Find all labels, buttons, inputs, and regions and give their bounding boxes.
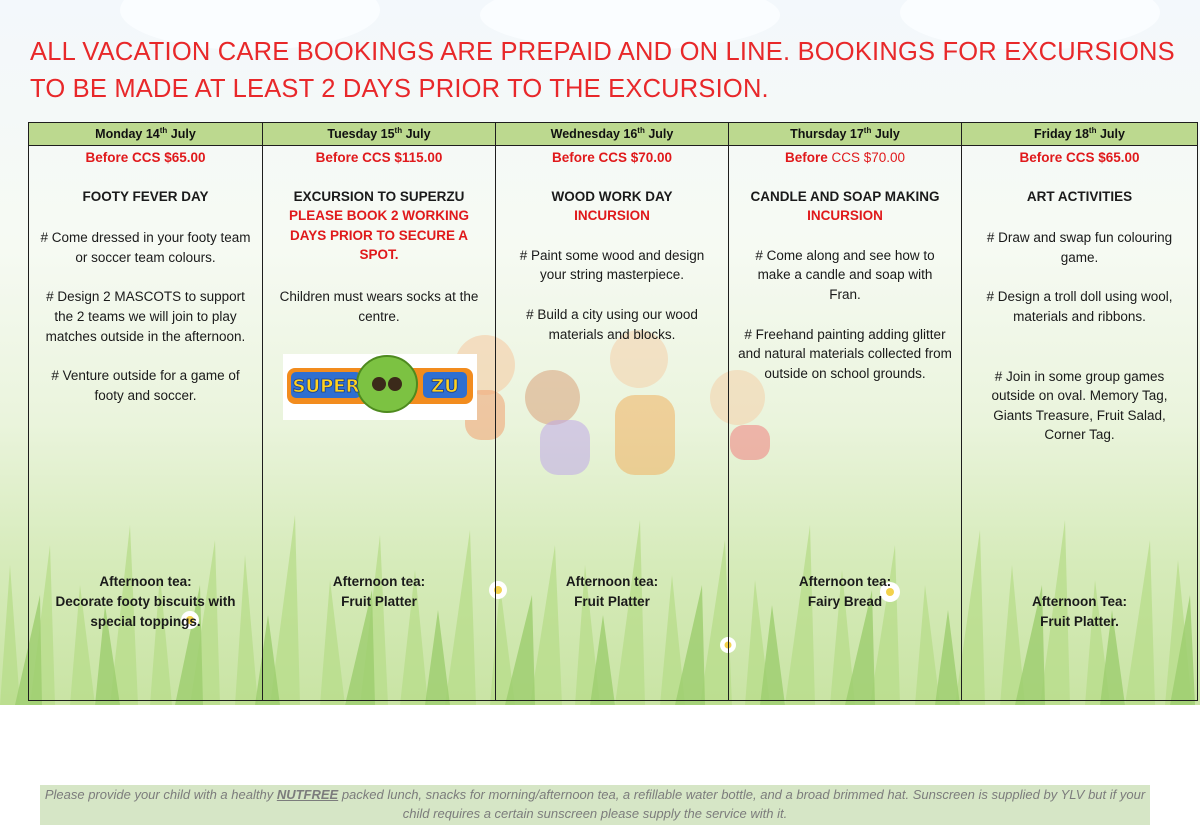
- day-cell-tuesday: [263, 146, 496, 701]
- day-cell-friday: [962, 146, 1198, 701]
- afternoon-tea-item: Decorate footy biscuits with special toppings.: [55, 594, 236, 629]
- logo-text: SUPER: [292, 376, 360, 397]
- afternoon-tea-label: Afternoon tea:: [99, 574, 192, 589]
- activity-description: # Paint some wood and design your string masterpiece.: [519, 247, 705, 283]
- activity-description: # Come dressed in your footy team or soccer team colours.: [40, 230, 251, 265]
- afternoon-tea-label: Afternoon Tea:: [1032, 594, 1127, 609]
- price: Before CCS $65.00: [85, 150, 206, 165]
- activity-title: FOOTY FEVER DAY: [82, 188, 209, 204]
- activity-description: # Draw and swap fun colouring game.: [986, 230, 1173, 265]
- activity-description: # Join in some group games outside on oval. Memory Tag, Giants Treasure, Fruit Salad, Corner Tag.: [991, 368, 1168, 443]
- schedule-body-row: [29, 146, 1198, 701]
- activity-description: # Design 2 MASCOTS to support the 2 teams we will join to play matches outside in the afternoon.: [45, 289, 246, 344]
- afternoon-tea-label: Afternoon tea:: [798, 574, 892, 589]
- superzu-logo: [283, 354, 477, 420]
- schedule-header-row: [29, 123, 1198, 146]
- afternoon-tea-label: Afternoon tea:: [332, 574, 426, 589]
- day-header-wednesday: Wednesday 16th July: [496, 123, 729, 146]
- activity-description: # Build a city using our wood materials and blocks.: [526, 306, 698, 342]
- day-header-monday: Monday 14th July: [29, 123, 263, 146]
- activity-description: # Come along and see how to make a candle and soap with Fran.: [755, 247, 935, 302]
- afternoon-tea-item: Fruit Platter: [574, 594, 650, 609]
- day-cell-thursday: [729, 146, 962, 701]
- price: Before CCS $70.00: [551, 150, 673, 165]
- afternoon-tea-item: Fruit Platter.: [1040, 614, 1119, 629]
- activity-title: EXCURSION TO SUPERZU: [293, 188, 465, 204]
- activity-description: # Freehand painting adding glitter and natural materials collected from outside on school grounds.: [738, 326, 952, 381]
- day-cell-wednesday: [496, 146, 729, 701]
- day-header-friday: Friday 18th July: [962, 123, 1198, 146]
- afternoon-tea-label: Afternoon tea:: [565, 574, 659, 589]
- day-cell-monday: [29, 146, 263, 701]
- day-header-thursday: Thursday 17th July: [729, 123, 962, 146]
- activity-description: Children must wears socks at the centre.: [279, 288, 479, 324]
- incursion-label: INCURSION: [574, 208, 650, 224]
- afternoon-tea-item: Fruit Platter: [341, 594, 417, 609]
- schedule-table: [28, 122, 1198, 701]
- day-header-tuesday: Tuesday 15th July: [263, 123, 496, 146]
- footer-note: Please provide your child with a healthy NUTFREE packed lunch, snacks for morning/afternoon tea, a refillable water bottle, and a broad brimmed hat. Sunscreen is supplied by YLV but if your child requires a certain sunscreen please supply the service with it.: [40, 785, 1150, 825]
- activity-description: # Venture outside for a game of footy and soccer.: [51, 368, 240, 403]
- booking-notice: ALL VACATION CARE BOOKINGS ARE PREPAID AND ON LINE. BOOKINGS FOR EXCURSIONS TO BE MADE AT LEAST 2 DAYS PRIOR TO THE EXCURSION.: [30, 38, 1175, 103]
- price: Before CCS $115.00: [315, 150, 443, 165]
- activity-description: # Design a troll doll using wool, materials and ribbons.: [986, 289, 1173, 324]
- afternoon-tea-item: Fairy Bread: [807, 594, 883, 609]
- price: Before CCS $65.00: [1019, 150, 1140, 165]
- booking-note: PLEASE BOOK 2 WORKING DAYS PRIOR TO SECURE A SPOT.: [288, 208, 469, 263]
- incursion-label: INCURSION: [807, 208, 883, 224]
- activity-title: ART ACTIVITIES: [1026, 188, 1133, 204]
- activity-title: CANDLE AND SOAP MAKING: [750, 188, 940, 204]
- activity-title: WOOD WORK DAY: [551, 188, 673, 204]
- logo-text: ZU: [431, 376, 459, 397]
- price: Before CCS $70.00: [784, 150, 906, 165]
